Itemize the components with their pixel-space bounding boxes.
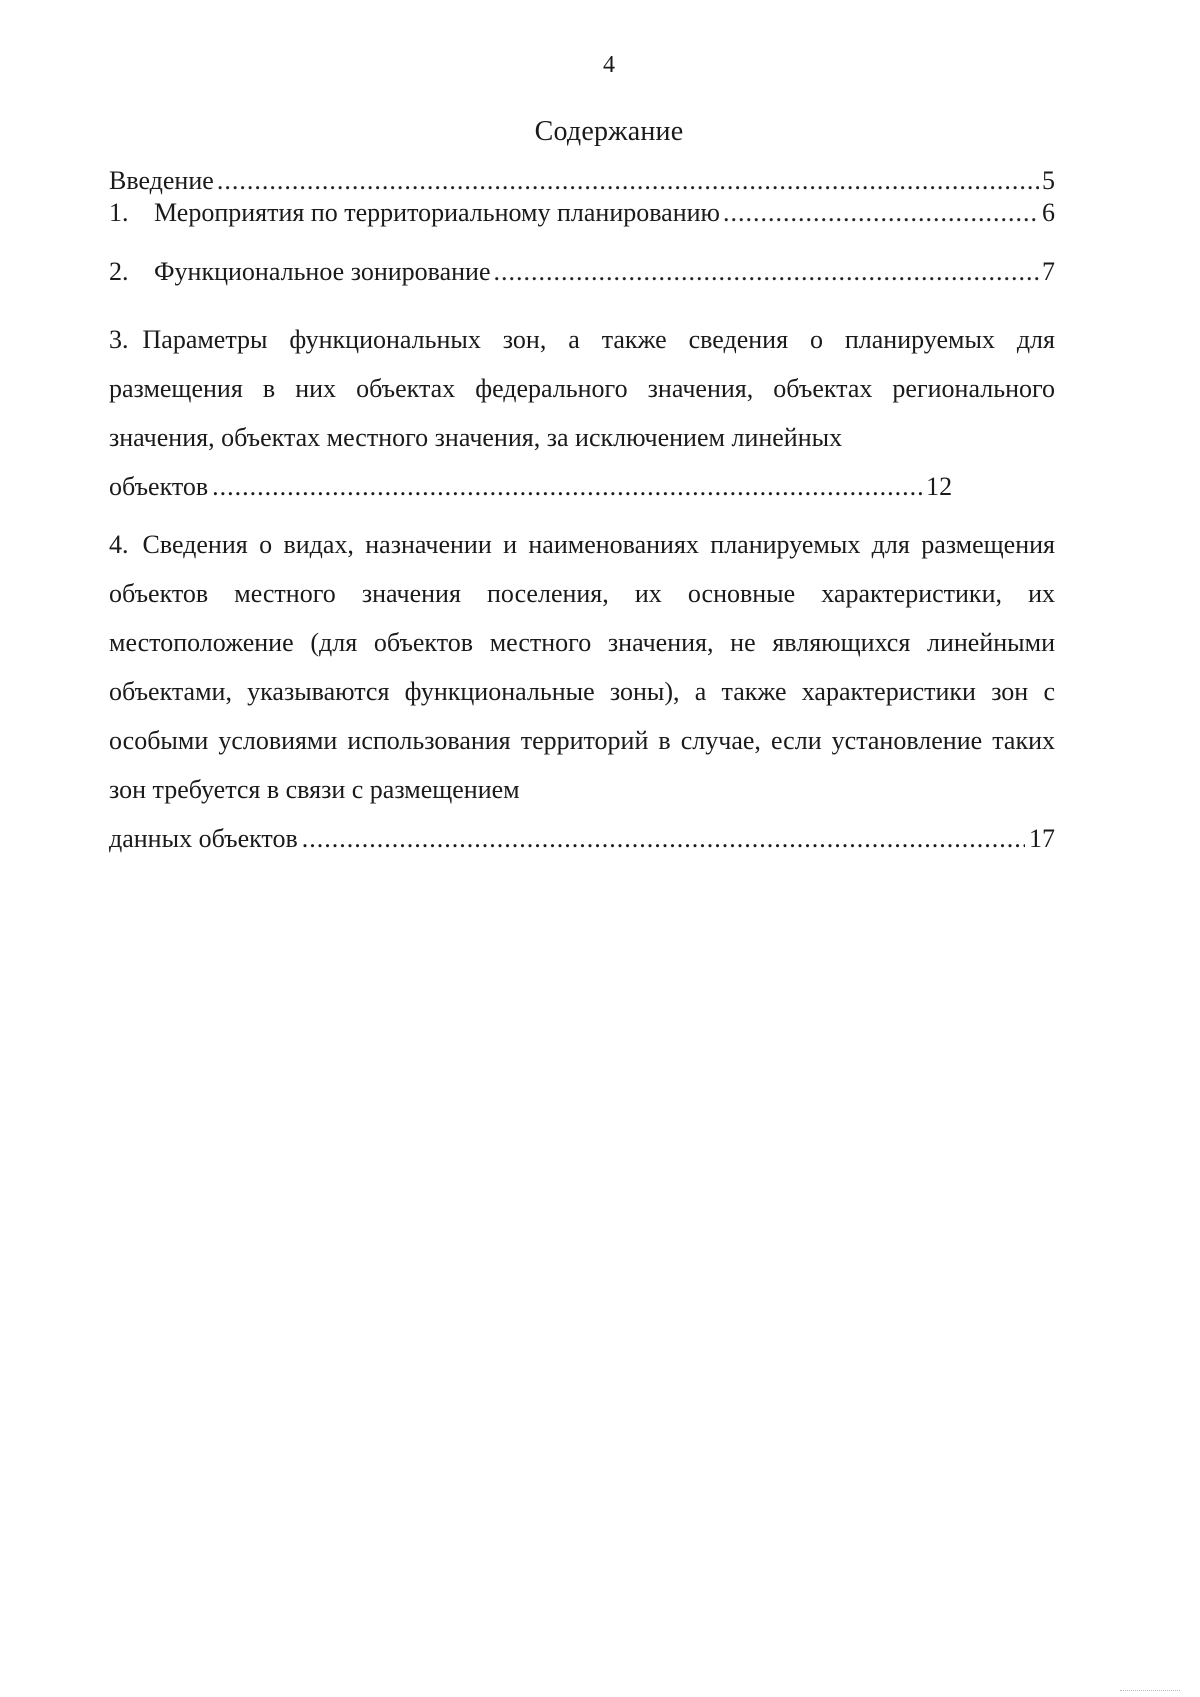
toc-entry-intro[interactable] bbox=[109, 166, 1055, 196]
toc-entry-number: 3. bbox=[109, 325, 129, 354]
toc-entry-2[interactable] bbox=[109, 257, 1055, 287]
toc-entry-3[interactable] bbox=[109, 315, 1055, 511]
page-number: 4 bbox=[603, 52, 615, 78]
toc-entry-text-end: данных объектов bbox=[109, 824, 298, 853]
dot-leader bbox=[494, 257, 1040, 287]
toc-entry-text-end: объектов bbox=[109, 472, 209, 501]
toc-entry-label: Функциональное зонирование bbox=[154, 257, 491, 286]
scan-edge-mark bbox=[1120, 1690, 1180, 1695]
toc-entry-label: Введение bbox=[109, 166, 214, 195]
toc-entry-label: Мероприятия по территориальному планированию bbox=[154, 198, 720, 227]
dot-leader bbox=[723, 198, 1039, 228]
toc-entry-1[interactable] bbox=[109, 198, 1055, 228]
toc-entry-page: 5 bbox=[1042, 166, 1055, 195]
toc-entry-page: 7 bbox=[1042, 257, 1055, 286]
toc-entry-page: 6 bbox=[1042, 198, 1055, 227]
toc-title: Содержание bbox=[534, 116, 684, 147]
toc-entry-text: Сведения о видах, назначении и наименованиях планируемых для размещения объектов местного значения поселения, их основные характеристики, их местоположение (для объектов местного значения, не являющихся линейными объектами, указываются функциональные зоны), а также характеристики зон с особыми условиями использования территорий в случае, если установление таких зон требуется в связи с размещением bbox=[109, 530, 1055, 804]
toc-entry-text: Параметры функциональных зон, а также сведения о планируемых для размещения в них объектах федерального значения, объектах регионального значения, объектах местного значения, за исключением линейных bbox=[109, 325, 1055, 452]
toc-entry-number: 1. bbox=[109, 198, 129, 227]
toc-entry-page: 12 bbox=[926, 472, 953, 501]
toc-entry-page: 17 bbox=[1029, 824, 1055, 853]
dot-leader bbox=[217, 166, 1039, 196]
toc-entry-number: 4. bbox=[109, 530, 129, 559]
dot-leader bbox=[212, 462, 922, 511]
dot-leader bbox=[302, 814, 1025, 863]
toc-entry-4[interactable] bbox=[109, 520, 1055, 863]
toc-entry-number: 2. bbox=[109, 257, 129, 286]
